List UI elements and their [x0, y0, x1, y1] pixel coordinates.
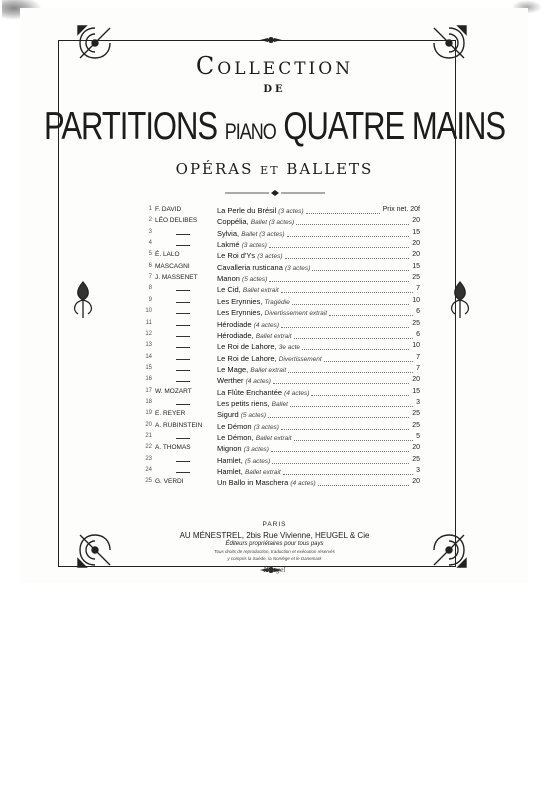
work-detail: (3 actes): [241, 242, 267, 250]
composer-name: G. VERDI: [155, 478, 184, 486]
leader-dots: [269, 240, 409, 248]
ditto-dash: [176, 370, 190, 371]
work-title: [217, 388, 309, 397]
catalogue-row: [138, 274, 420, 285]
price: 3: [416, 398, 420, 406]
row-number: 11: [145, 319, 152, 326]
row-number: 10: [145, 308, 152, 315]
row-number: 2: [148, 217, 152, 224]
leader-dots: [318, 478, 409, 486]
ditto-dash: [176, 302, 190, 303]
work-detail: (4 actes): [284, 389, 310, 397]
leader-dots: [294, 331, 413, 339]
work-title: [217, 229, 285, 238]
work-detail: Divertissement extrait: [264, 310, 328, 318]
price: 25: [412, 455, 420, 463]
row-number: 14: [145, 353, 152, 360]
price: 6: [416, 308, 420, 316]
catalogue-row: [138, 444, 420, 455]
leader-dots: [311, 388, 409, 396]
row-number: 17: [145, 387, 152, 394]
leader-dots: [324, 354, 413, 362]
row-number: 24: [145, 467, 152, 474]
row-number: 23: [145, 455, 152, 462]
leader-dots: [269, 274, 409, 282]
leader-dots: [288, 365, 413, 373]
row-number: 21: [145, 433, 152, 439]
catalogue-row: [138, 478, 420, 489]
row-number: 6: [148, 262, 152, 269]
work-detail: (4 actes): [290, 480, 316, 488]
catalogue-row: [138, 342, 420, 353]
row-number: 18: [145, 398, 152, 405]
price: 25: [412, 410, 420, 418]
bottom-ornament-icon: [258, 560, 284, 600]
work-title: [217, 410, 266, 419]
price: Prix net. 20f: [382, 206, 420, 213]
price: 25: [412, 274, 420, 282]
work-title: [217, 456, 270, 465]
ditto-dash: [176, 347, 190, 348]
work-title-text: La Perle du Brésil: [217, 206, 279, 215]
work-title: [217, 342, 300, 351]
work-title-text: Sylvia,: [217, 228, 242, 238]
ditto-dash: [176, 438, 190, 439]
work-title-text: Le Mage,: [217, 364, 251, 374]
work-detail: (3 actes): [243, 446, 269, 454]
catalogue-row: [138, 251, 420, 262]
work-title-text: Sigurd: [217, 410, 241, 420]
composer-name: É. LALO: [155, 251, 180, 259]
price: 25: [412, 421, 420, 429]
price: 20: [412, 478, 420, 486]
work-title: [217, 217, 294, 226]
ditto-dash: [176, 359, 190, 360]
work-detail: Ballet: [271, 400, 288, 408]
row-number: 1: [148, 206, 152, 212]
price: 20: [412, 251, 420, 259]
leader-dots: [296, 217, 409, 225]
work-title-text: Le Cid,: [217, 285, 243, 295]
composer-name: W. MOZART: [155, 387, 192, 395]
price: 3: [416, 467, 420, 475]
work-title: [217, 354, 322, 363]
work-title-text: Les Erynnies,: [217, 308, 265, 318]
row-number: 25: [145, 478, 152, 485]
price: 5: [416, 433, 420, 440]
ditto-dash: [176, 461, 190, 462]
ditto-dash: [176, 381, 190, 382]
row-number: 8: [148, 285, 152, 292]
work-title-text: Le Roi de Lahore,: [217, 353, 279, 363]
ditto-dash: [176, 313, 190, 314]
work-detail: Ballet extrait: [255, 332, 292, 340]
fleur-ornament-icon: [70, 280, 96, 320]
row-number: 13: [145, 342, 152, 349]
title-divider: [225, 190, 325, 196]
price: 20: [412, 444, 420, 452]
work-title-text: Le Démon: [217, 421, 254, 431]
composer-name: MASCAGNI: [155, 262, 190, 270]
catalogue-row: [138, 320, 420, 331]
price: 25: [412, 319, 420, 327]
row-number: 9: [148, 296, 152, 303]
work-title: [217, 251, 283, 260]
catalogue-row: [138, 308, 420, 319]
leader-dots: [271, 444, 409, 452]
work-title-text: Mignon: [217, 444, 244, 454]
work-title: [217, 285, 279, 294]
price: 7: [416, 353, 420, 361]
catalogue-row: [138, 365, 420, 376]
composer-name: F. DAVID: [155, 206, 182, 213]
price: 15: [412, 387, 420, 395]
work-detail: Ballet extrait: [255, 435, 292, 442]
row-number: 3: [148, 228, 152, 235]
work-title-text: Les petits riens,: [217, 398, 272, 408]
work-title: [217, 331, 292, 340]
work-detail: Ballet extrait: [244, 469, 281, 477]
work-title: [217, 297, 290, 306]
leader-dots: [302, 342, 409, 350]
catalogue-row: [138, 410, 420, 421]
work-title-text: Les Erynnies,: [217, 296, 265, 306]
composer-name: A. RUBINSTEIN: [155, 421, 203, 429]
catalogue-row: [138, 297, 420, 308]
main-title-c: QUATRE MAINS: [275, 104, 506, 148]
work-title: [217, 263, 310, 272]
work-detail: Divertissement: [278, 355, 322, 363]
work-title: [217, 274, 267, 283]
price: 15: [412, 228, 420, 236]
composer-name: J. MASSENET: [155, 274, 198, 282]
de-title: DE: [263, 84, 286, 95]
work-title: [217, 365, 286, 374]
row-number: 19: [145, 410, 152, 417]
ditto-dash: [176, 245, 190, 246]
work-detail: (4 actes): [253, 321, 279, 329]
work-detail: 3e acte: [278, 344, 301, 352]
main-title-piano: PIANO: [224, 119, 276, 144]
price: 7: [416, 364, 420, 372]
work-detail: Ballet (3 actes): [241, 230, 285, 238]
ditto-dash: [176, 336, 190, 337]
work-detail: Ballet extrait: [250, 366, 287, 374]
work-detail: (4 actes): [245, 378, 271, 386]
leader-dots: [281, 320, 409, 328]
catalogue-row: [138, 456, 420, 467]
work-title-text: Le Roi d'Ys: [217, 251, 258, 261]
leader-dots: [272, 456, 409, 464]
work-detail: (3 actes): [278, 208, 304, 215]
catalogue-row: [138, 217, 420, 228]
work-title: [217, 433, 292, 442]
leader-dots: [281, 285, 413, 293]
price: 10: [412, 342, 420, 350]
fleur-ornament-icon: [447, 280, 473, 320]
catalogue-row: [138, 331, 420, 342]
leader-dots: [285, 251, 409, 259]
work-title-text: Cavalleria rusticana: [217, 262, 285, 272]
work-title: [217, 240, 267, 249]
main-title: [0, 104, 549, 149]
main-title-a: PARTITIONS: [43, 104, 225, 148]
work-title: [217, 206, 304, 215]
work-title-text: Werther: [217, 376, 246, 386]
leader-dots: [294, 433, 413, 441]
price: 10: [412, 296, 420, 304]
work-detail: (3 actes): [257, 253, 283, 261]
leader-dots: [268, 410, 409, 418]
work-detail: Ballet (3 actes): [250, 219, 295, 227]
price: 20: [412, 376, 420, 384]
work-title: [217, 444, 269, 453]
leader-dots: [312, 263, 409, 271]
leader-dots: [281, 422, 409, 430]
work-detail: Tragédie: [264, 298, 290, 306]
catalogue-row: [138, 263, 420, 274]
work-title-text: Le Démon,: [217, 433, 256, 442]
work-title-text: Coppélia,: [217, 217, 251, 227]
work-title-text: Hérodiade: [217, 319, 254, 329]
work-title-text: Hamlet,: [217, 467, 245, 477]
work-title: [217, 399, 288, 408]
ditto-dash: [176, 472, 190, 473]
price: 20: [412, 217, 420, 225]
catalogue-row: [138, 433, 420, 444]
work-detail: (5 actes): [244, 457, 271, 465]
leader-dots: [329, 308, 413, 316]
row-number: 20: [145, 421, 152, 428]
work-title-text: Manon: [217, 274, 243, 284]
catalogue-row: [138, 467, 420, 478]
price: 20: [412, 240, 420, 248]
publisher-address: AU MÉNESTREL, 2bis Rue Vivienne, HEUGEL & Cie: [179, 531, 370, 540]
work-title: [217, 308, 327, 317]
composer-name: LÉO DELIBES: [155, 217, 198, 225]
ditto-dash: [176, 234, 190, 235]
leader-dots: [287, 229, 409, 237]
work-title-text: Le Roi de Lahore,: [217, 342, 279, 352]
composer-name: E. REYER: [155, 410, 186, 418]
leader-dots: [273, 376, 409, 384]
catalogue-row: [138, 206, 420, 217]
publisher-rights-line1: Éditeurs propriétaires pour tous pays: [225, 541, 324, 547]
row-number: 7: [148, 274, 152, 281]
row-number: 5: [148, 251, 152, 258]
row-number: 22: [145, 444, 152, 451]
catalogue-row: [138, 354, 420, 365]
leader-dots: [283, 467, 413, 475]
catalogue-row: [138, 399, 420, 410]
ditto-dash: [176, 404, 190, 405]
work-title-text: Hamlet,: [217, 455, 245, 465]
catalogue-row: [138, 285, 420, 296]
price: 15: [412, 262, 420, 270]
operas-ballets-subtitle: OPÉRAS et BALLETS: [175, 160, 374, 178]
leader-dots: [306, 206, 380, 214]
row-number: 16: [145, 376, 152, 383]
price: 6: [416, 330, 420, 338]
row-number: 12: [145, 330, 152, 337]
catalogue-row: [138, 376, 420, 387]
work-detail: Ballet extrait: [242, 287, 279, 295]
catalogue-row: [138, 422, 420, 433]
work-title: [217, 478, 316, 487]
work-title-text: Un Ballo in Maschera: [217, 478, 291, 488]
catalogue-row: [138, 229, 420, 240]
work-title-text: Lakmé: [217, 240, 242, 250]
leader-dots: [290, 399, 413, 407]
catalogue-row: [138, 388, 420, 399]
price: 7: [416, 285, 420, 293]
work-title: [217, 320, 279, 329]
leader-dots: [292, 297, 409, 305]
work-title-text: La Flûte Enchantée: [217, 387, 285, 397]
work-title: [217, 376, 271, 385]
work-title: [217, 467, 281, 476]
row-number: 4: [148, 240, 152, 247]
work-detail: (5 actes): [242, 276, 268, 284]
composer-name: A. THOMAS: [155, 444, 191, 452]
engraver-signature: Heugel: [263, 567, 286, 574]
publisher-rights-line3: y compris la Suède, la Norvège et le Danemark: [227, 556, 322, 561]
catalogue-row: [138, 240, 420, 251]
ditto-dash: [176, 290, 190, 291]
publisher-rights-line2: Tous droits de reproduction, traduction et exécution réservés: [214, 549, 335, 554]
publisher-city: PARIS: [262, 521, 287, 528]
work-title-text: Hérodiade,: [217, 330, 256, 340]
work-detail: (5 actes): [240, 412, 267, 420]
collection-title: Collection: [195, 52, 354, 80]
ditto-dash: [176, 325, 190, 326]
work-detail: (3 actes): [253, 423, 279, 431]
row-number: 15: [145, 364, 152, 371]
work-detail: (3 actes): [284, 264, 311, 272]
work-title: [217, 422, 279, 431]
